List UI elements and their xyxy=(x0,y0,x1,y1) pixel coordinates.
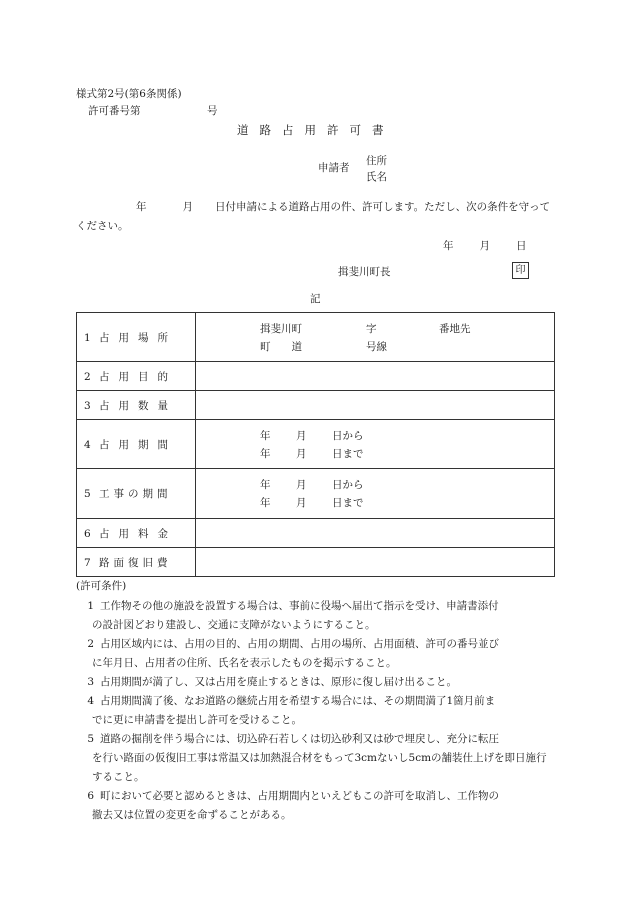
issuer-name: 揖斐川町長 xyxy=(338,266,391,278)
work-to-month: 月 xyxy=(296,497,307,509)
statement-text: 日付申請による道路占用の件、許可します。ただし、次の条件を守ってください。 xyxy=(76,201,551,232)
location-road-type: 町 道 xyxy=(260,341,302,353)
permit-number-label: 許可番号第 xyxy=(88,105,141,117)
condition-item: 4 占用期間満了後、なお道路の継続占用を希望する場合には、その期間満了1箇月前ま でに更に申請書を提出し許可を受けること。 xyxy=(87,695,496,726)
row-label: 3 占用数量 xyxy=(77,391,196,420)
work-period-value xyxy=(196,469,555,519)
permit-number-suffix: 号 xyxy=(207,105,218,117)
work-to-year: 年 xyxy=(260,497,271,509)
statement-month: 月 xyxy=(182,201,193,213)
row-label: 6 占用料金 xyxy=(77,519,196,548)
issue-month: 月 xyxy=(479,240,490,252)
work-from-day: 日から xyxy=(332,479,364,491)
permit-statement xyxy=(76,198,554,236)
quantity-value xyxy=(196,391,555,420)
period-to-year: 年 xyxy=(260,448,271,460)
issue-year: 年 xyxy=(443,240,454,252)
row-label: 2 占用目的 xyxy=(77,362,196,391)
period-to-day: 日まで xyxy=(332,448,364,460)
table-row xyxy=(77,391,555,420)
applicant-name-label: 氏名 xyxy=(366,171,387,183)
period-from-month: 月 xyxy=(296,430,307,442)
location-banchi: 番地先 xyxy=(439,323,471,335)
form-number: 様式第2号(第6条関係) xyxy=(76,88,182,100)
restoration-fee-value xyxy=(196,548,555,577)
issue-date xyxy=(443,238,527,253)
table-row xyxy=(77,548,555,577)
table-row xyxy=(77,313,555,362)
applicant-label: 申請者 xyxy=(318,162,350,174)
permit-details-table xyxy=(76,312,555,577)
condition-item: 2 占用区域内には、占用の目的、占用の期間、占用の場所、占用面積、許可の番号並び に年月日、占用者の住所、氏名を表示したものを掲示すること。 xyxy=(87,638,499,669)
period-from-year: 年 xyxy=(260,430,271,442)
row-label: 4 占用期間 xyxy=(77,420,196,469)
table-row xyxy=(77,362,555,391)
location-route: 号線 xyxy=(366,341,387,353)
ki-heading: 記 xyxy=(310,293,321,305)
condition-item: 5 道路の掘削を伴う場合には、切込砕石若しくは切込砂利又は砂で埋戻し、充分に転圧 を行い路面の仮復旧工事は常温又は加熱混合材をもって3cmないし5cmの舗装仕上げを即日施行すること。 xyxy=(87,733,547,783)
row-label: 1 占用場所 xyxy=(77,313,196,362)
period-to-month: 月 xyxy=(296,448,307,460)
applicant-address-label: 住所 xyxy=(366,155,387,167)
condition-item: 1 工作物その他の施設を設置する場合は、事前に役場へ届出て指示を受け、申請書添付 の設計図どおり建設し、交通に支障がないようにすること。 xyxy=(87,600,499,631)
issue-day: 日 xyxy=(516,240,527,252)
work-to-day: 日まで xyxy=(332,497,364,509)
row-label: 7 路面復旧費 xyxy=(77,548,196,577)
work-from-year: 年 xyxy=(260,479,271,491)
table-row xyxy=(77,469,555,519)
occupancy-period-value xyxy=(196,420,555,469)
fee-value xyxy=(196,519,555,548)
location-value xyxy=(196,313,555,362)
location-town: 揖斐川町 xyxy=(260,323,302,335)
purpose-value xyxy=(196,362,555,391)
statement-year: 年 xyxy=(136,201,147,213)
condition-item: 3 占用期間が満了し、又は占用を廃止するときは、原形に復し届け出ること。 xyxy=(87,676,457,688)
row-label: 5 工事の期間 xyxy=(77,469,196,519)
table-row xyxy=(77,519,555,548)
period-from-day: 日から xyxy=(332,430,364,442)
conditions-title: (許可条件) xyxy=(76,580,127,592)
document-title: 道路占用許可書 xyxy=(237,123,395,137)
work-from-month: 月 xyxy=(296,479,307,491)
seal-mark: 印 xyxy=(512,262,529,279)
location-aza: 字 xyxy=(366,323,377,335)
table-row xyxy=(77,420,555,469)
condition-item: 6 町において必要と認めるときは、占用期間内といえどもこの許可を取消し、工作物の 撤去又は位置の変更を命ずることがある。 xyxy=(87,790,499,821)
